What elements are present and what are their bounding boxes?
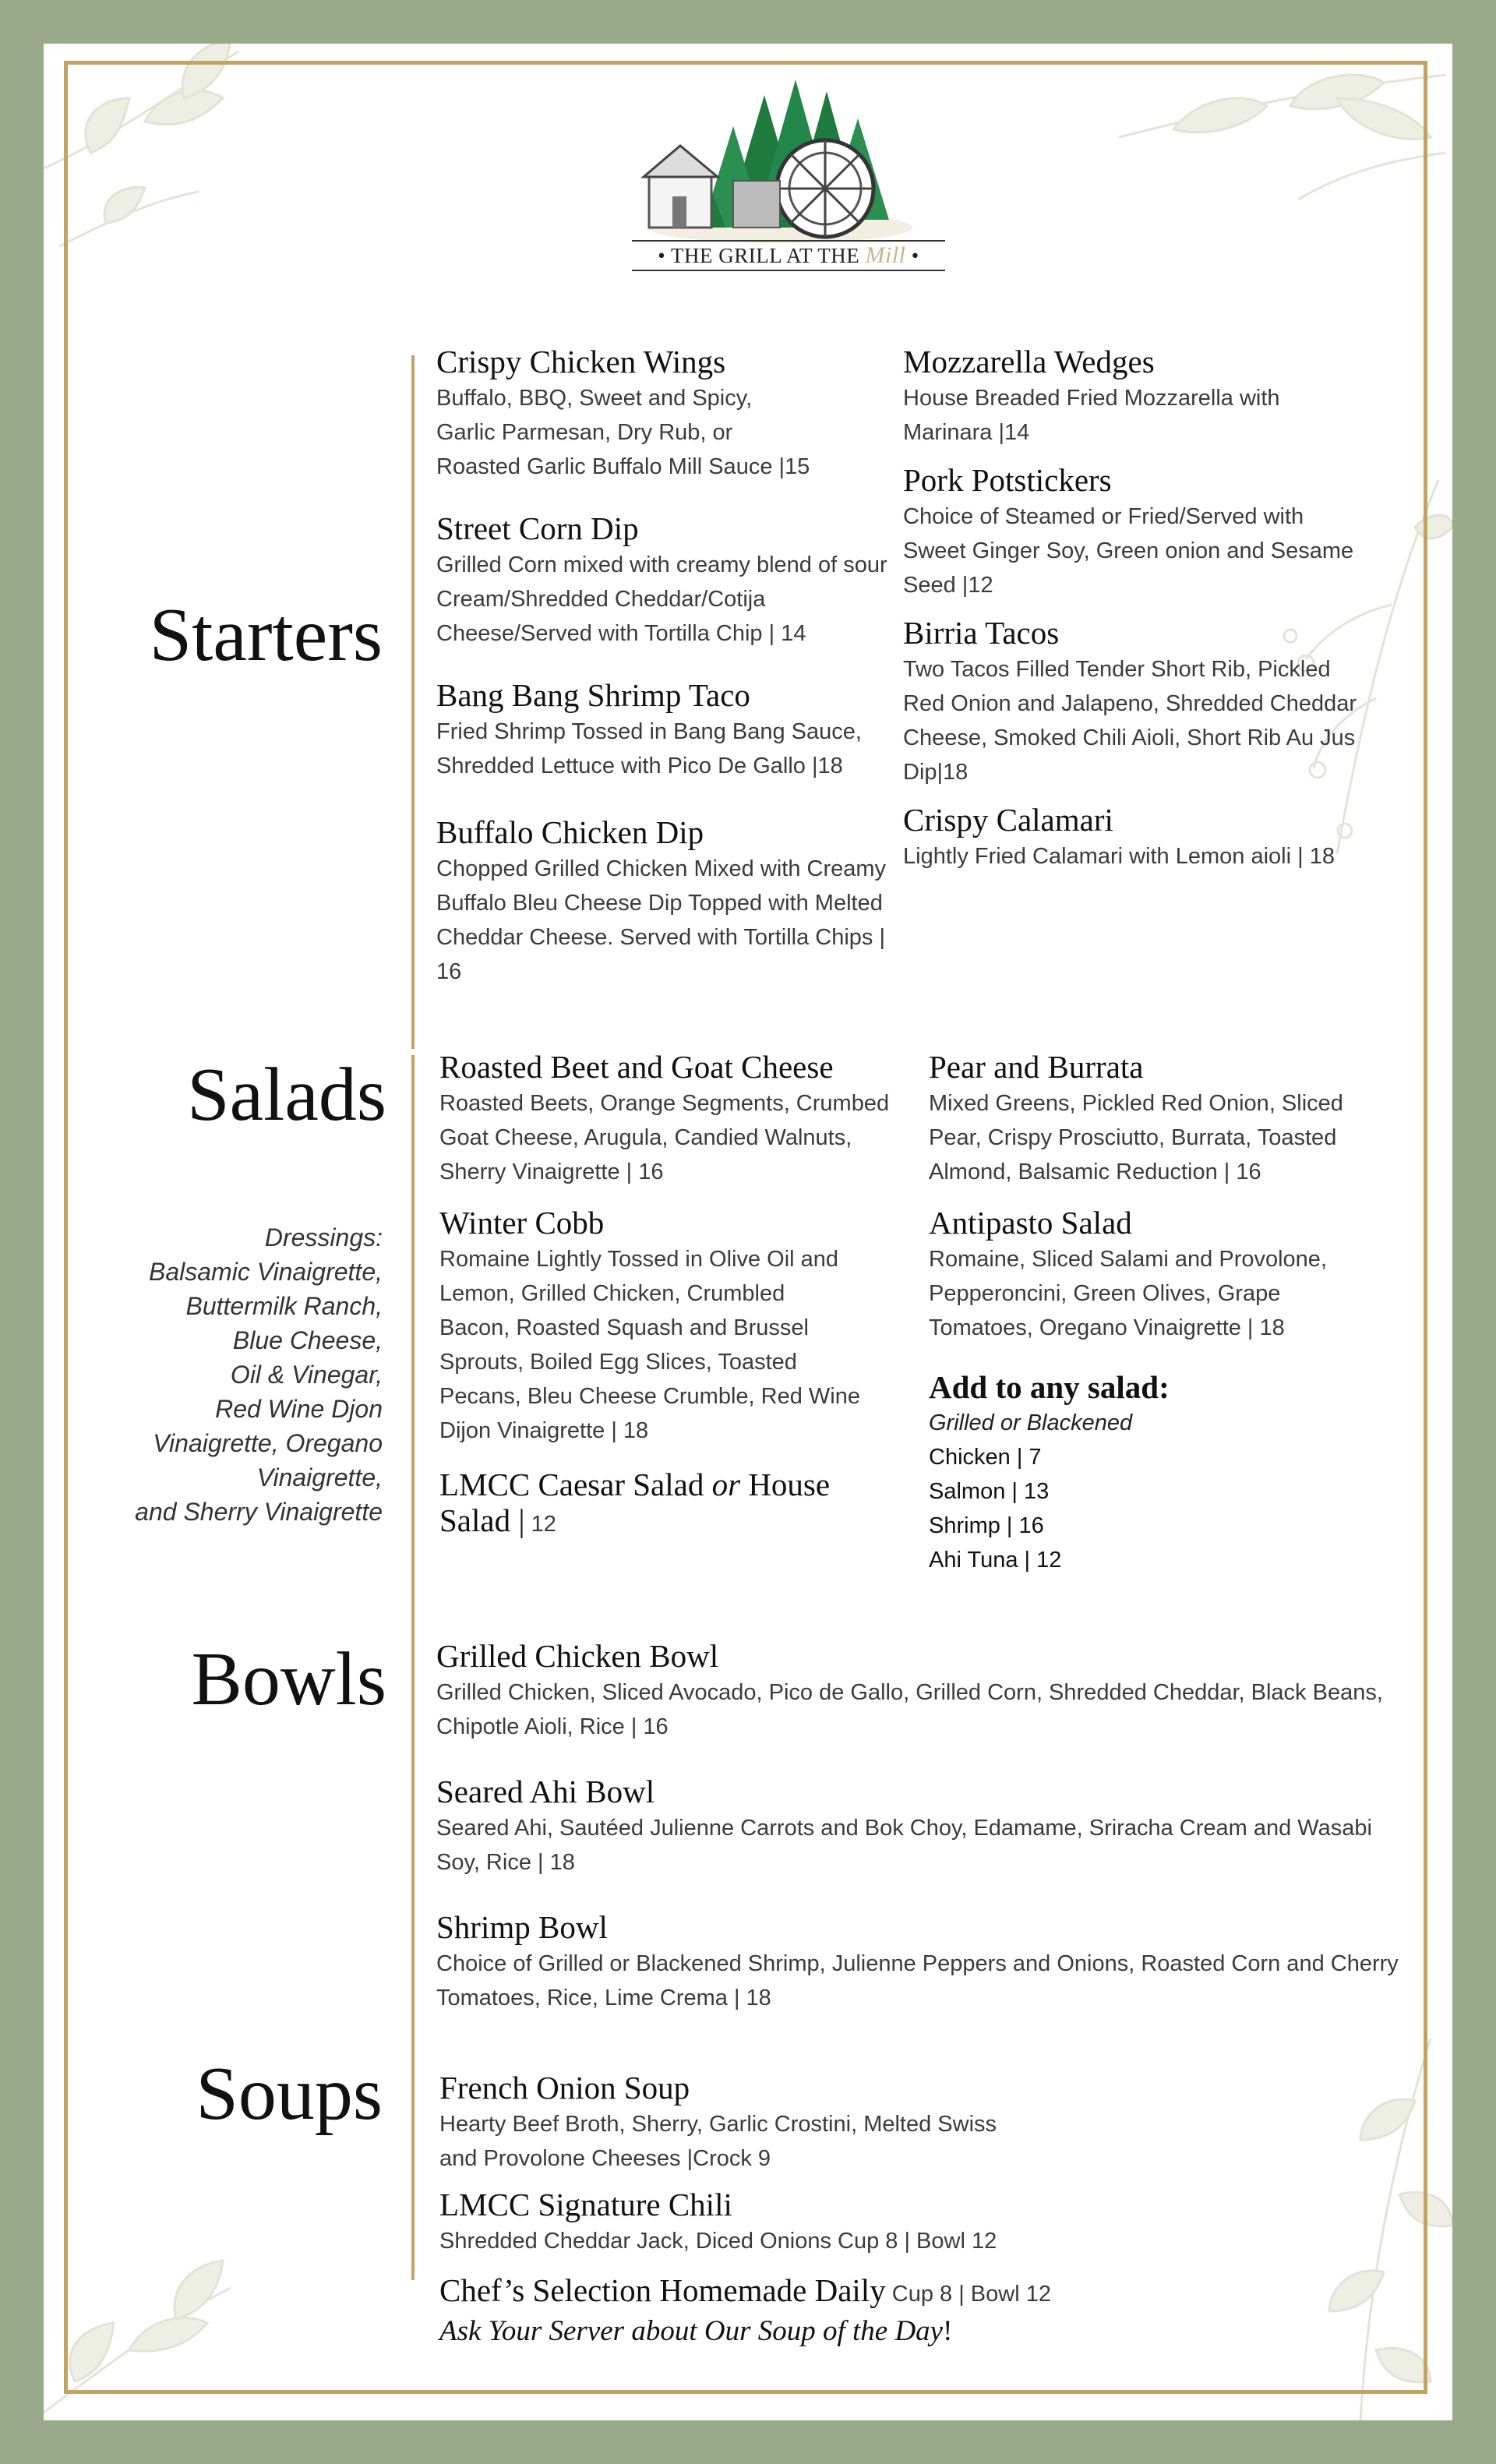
menu-item	[436, 344, 888, 484]
dressing-line: Vinaigrette, Oregano	[153, 1429, 383, 1457]
menu-item	[929, 1205, 1381, 1345]
item-description: Choice of Steamed or Fried/Served with Sweet Ginger Soy, Green onion and Sesame Seed |12	[903, 504, 1354, 598]
item-description: Choice of Grilled or Blackened Shrimp, Julienne Peppers and Onions, Roasted Corn and Cherry Tomatoes, Rice, Lime Crema | 18	[436, 1951, 1399, 2010]
item-name: Pear and Burrata	[929, 1049, 1144, 1085]
dressing-line: Buttermilk Ranch,	[185, 1292, 383, 1320]
menu-item	[439, 2187, 1374, 2258]
salads-divider	[411, 1055, 415, 1649]
menu-item	[903, 462, 1371, 602]
menu-page	[44, 44, 1452, 2420]
item-description: Romaine, Sliced Salami and Provolone, Pepperoncini, Green Olives, Grape Tomatoes, Oregano Vinaigrette | 18	[929, 1247, 1327, 1340]
chef-selection	[439, 2272, 1374, 2349]
starters-divider	[411, 355, 415, 1049]
item-description: Mixed Greens, Pickled Red Onion, Sliced Pear, Crispy Prosciutto, Burrata, Toasted Almond, Balsamic Reduction | 16	[929, 1091, 1343, 1184]
item-name: LMCC Signature Chili	[439, 2187, 732, 2222]
item-name: Grilled Chicken Bowl	[436, 1638, 719, 1674]
bowls-soups-divider	[411, 1649, 415, 2280]
menu-item	[436, 677, 888, 783]
addon-item: Ahi Tuna | 12	[929, 1548, 1062, 1573]
item-description: Grilled Chicken, Sliced Avocado, Pico de Gallo, Grilled Corn, Shredded Cheddar, Black Beans, Chipotle Aioli, Rice | 16	[436, 1680, 1383, 1739]
menu-item	[436, 814, 888, 989]
item-description: Grilled Corn mixed with creamy blend of sour Cream/Shredded Cheddar/Cotija Cheese/Served with Tortilla Chip | 14	[436, 552, 887, 646]
menu-item	[436, 1638, 1402, 1744]
item-name: Roasted Beet and Goat Cheese	[439, 1049, 834, 1085]
item-name: Street Corn Dip	[436, 510, 639, 546]
starters-right-column	[903, 344, 1371, 905]
soups-title: Soups	[196, 2052, 383, 2136]
addon-title: Add to any salad:	[929, 1369, 1170, 1405]
menu-item	[439, 1205, 860, 1448]
item-name: Bang Bang Shrimp Taco	[436, 677, 750, 713]
addon-item: Chicken | 7	[929, 1445, 1042, 1470]
item-name: Crispy Calamari	[903, 802, 1113, 838]
item-description: Lightly Fried Calamari with Lemon aioli | 18	[903, 844, 1335, 869]
dressing-line: Vinaigrette,	[256, 1463, 383, 1491]
caesar-house-salad: LMCC Caesar Salad or House Salad | 12	[439, 1467, 831, 1538]
item-description: Seared Ahi, Sautéed Julienne Carrots and Bok Choy, Edamame, Sriracha Cream and Wasabi Soy, Rice | 18	[436, 1816, 1372, 1875]
starters-left-column	[436, 344, 888, 1020]
item-price: Cup 8 | Bowl 12	[885, 2282, 1051, 2307]
item-description: House Breaded Fried Mozzarella with Marinara |14	[903, 386, 1280, 445]
item-name: Shrimp Bowl	[436, 1909, 608, 1945]
soups-column	[439, 2070, 1374, 2349]
item-description: Fried Shrimp Tossed in Bang Bang Sauce, Shredded Lettuce with Pico De Gallo |18	[436, 719, 862, 778]
menu-item	[436, 1909, 1402, 2015]
salad-addons	[929, 1368, 1381, 1577]
menu-item	[903, 344, 1371, 450]
restaurant-name: • THE GRILL AT THE Mill •	[632, 240, 945, 271]
item-name: Birria Tacos	[903, 615, 1060, 651]
dressing-line: Oil & Vinegar,	[230, 1361, 383, 1389]
menu-item	[929, 1049, 1381, 1189]
soup-of-day-note: Ask Your Server about Our Soup of the Day!	[439, 2315, 953, 2347]
dressing-line: Balsamic Vinaigrette,	[149, 1258, 383, 1286]
salads-title: Salads	[187, 1053, 386, 1137]
dressings-list	[90, 1220, 383, 1529]
menu-item	[439, 2070, 1374, 2176]
item-name: Mozzarella Wedges	[903, 344, 1155, 379]
item-name: Winter Cobb	[439, 1205, 605, 1241]
dressing-line: and Sherry Vinaigrette	[135, 1498, 383, 1526]
menu-item	[903, 615, 1371, 789]
item-description: Roasted Beets, Orange Segments, Crumbed Goat Cheese, Arugula, Candied Walnuts, Sherry Vinaigrette | 16	[439, 1091, 890, 1184]
dressing-line: Red Wine Djon	[215, 1395, 383, 1423]
bowls-title: Bowls	[191, 1637, 386, 1721]
item-name: Crispy Chicken Wings	[436, 344, 726, 379]
salads-left-column	[439, 1049, 907, 1544]
menu-item	[436, 1774, 1402, 1880]
dressing-line: Blue Cheese,	[232, 1326, 383, 1354]
item-name: Pork Potstickers	[903, 462, 1112, 498]
item-name: Seared Ahi Bowl	[436, 1774, 655, 1809]
item-name: Antipasto Salad	[929, 1205, 1132, 1241]
menu-item	[903, 802, 1371, 874]
item-name: Chef’s Selection Homemade Daily Cup 8 | Bowl 12	[439, 2272, 1051, 2308]
item-description: Shredded Cheddar Jack, Diced Onions Cup 8 | Bowl 12	[439, 2229, 997, 2254]
addon-item: Salmon | 13	[929, 1479, 1050, 1504]
item-description: Hearty Beef Broth, Sherry, Garlic Crostini, Melted Swiss and Provolone Cheeses |Crock 9	[439, 2112, 997, 2171]
item-description: Buffalo, BBQ, Sweet and Spicy, Garlic Parmesan, Dry Rub, or Roasted Garlic Buffalo Mill Sauce |15	[436, 386, 810, 479]
addon-item: Shrimp | 16	[929, 1513, 1044, 1538]
item-description: Chopped Grilled Chicken Mixed with Creamy Buffalo Bleu Cheese Dip Topped with Melted Cheddar Cheese. Served with Tortilla Chips | 16	[436, 856, 887, 984]
item-name: French Onion Soup	[439, 2070, 690, 2106]
item-name: Buffalo Chicken Dip	[436, 814, 704, 850]
salads-right-column	[929, 1049, 1381, 1577]
item-description: Two Tacos Filled Tender Short Rib, Pickled Red Onion and Jalapeno, Shredded Cheddar Cheese, Smoked Chili Aioli, Short Rib Au Jus Dip|18	[903, 657, 1357, 785]
dressing-line: Dressings:	[264, 1223, 383, 1251]
item-description: Romaine Lightly Tossed in Olive Oil and Lemon, Grilled Chicken, Crumbled Bacon, Roasted Squash and Brussel Sprouts, Boiled Egg Slices, Toasted Pecans, Bleu Cheese Crumble, Red Wine Dijon Vinaigrette | 18	[439, 1247, 860, 1443]
starters-title: Starters	[149, 593, 383, 677]
menu-item	[439, 1049, 907, 1189]
menu-item	[436, 510, 888, 651]
bowls-column	[436, 1638, 1402, 2046]
addon-subtitle: Grilled or Blackened	[929, 1410, 1133, 1435]
